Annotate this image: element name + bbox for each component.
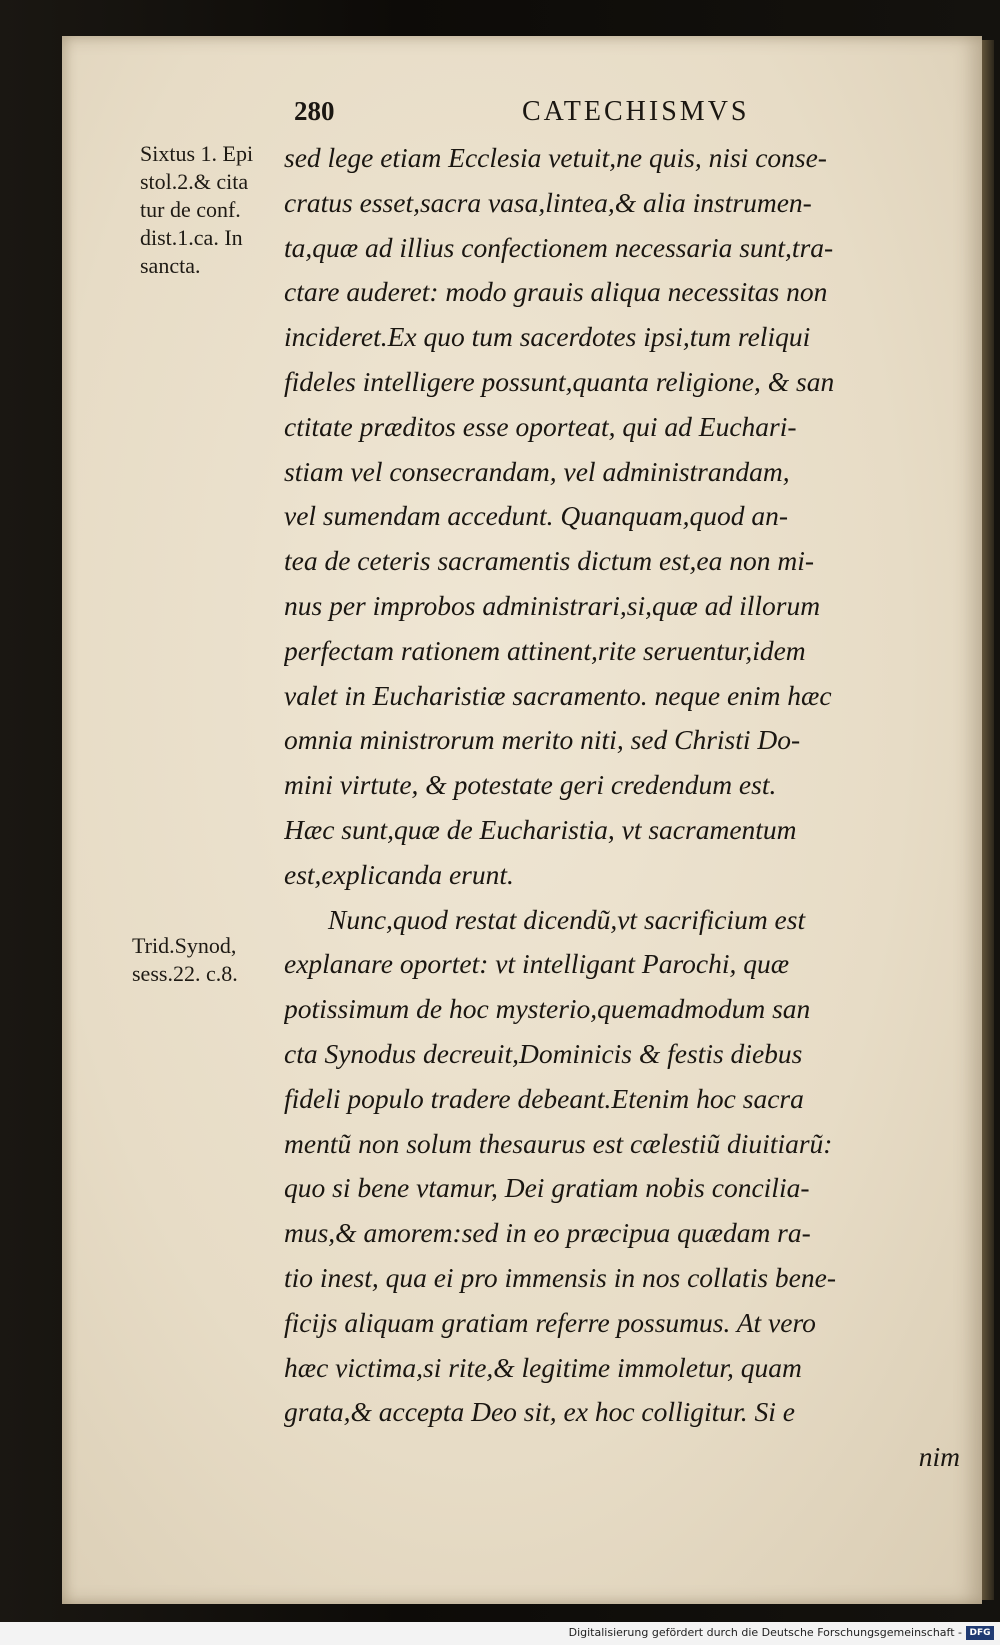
- book-page-edge: [980, 40, 994, 1600]
- text-line: est,explicanda erunt.: [284, 858, 514, 890]
- text-line: hæc victima,si rite,& legitime immoletur, quam: [284, 1351, 802, 1383]
- margin-note-trid-synod: [132, 932, 238, 988]
- catchword: nim: [918, 1441, 960, 1473]
- text-line: vel sumendam accedunt. Quanquam,quod an-: [284, 500, 789, 532]
- text-line: mini virtute, & potestate geri credendum est.: [284, 769, 777, 801]
- text-line: ctitate præditos esse oporteat, qui ad Euchari-: [284, 410, 797, 442]
- text-line: ficijs aliquam gratiam referre possumus. At vero: [284, 1306, 816, 1338]
- text-line-paragraph-start: Nunc,quod restat dicendũ,vt sacrificium est: [328, 903, 806, 935]
- digitization-footer: [0, 1622, 1000, 1645]
- text-line: cta Synodus decreuit,Dominicis & festis diebus: [284, 1037, 803, 1069]
- text-line: mentũ non solum thesaurus est cælestiũ diuitiarũ:: [284, 1127, 833, 1159]
- text-line: nus per improbos administrari,si,quæ ad illorum: [284, 589, 821, 621]
- margin-note-line: sancta.: [140, 253, 201, 278]
- footer-credit: Digitalisierung gefördert durch die Deutsche Forschungsgemeinschaft -: [568, 1626, 962, 1639]
- text-line: fideli populo tradere debeant.Etenim hoc sacra: [284, 1082, 804, 1114]
- text-line: omnia ministrorum merito niti, sed Christi Do-: [284, 724, 801, 756]
- text-line: sed lege etiam Ecclesia vetuit,ne quis, nisi conse-: [284, 142, 827, 173]
- text-line: ctare auderet: modo grauis aliqua necessitas non: [284, 276, 828, 308]
- text-line: grata,& accepta Deo sit, ex hoc colligitur. Si e: [284, 1396, 795, 1428]
- text-line: quo si bene vtamur, Dei gratiam nobis concilia-: [284, 1172, 810, 1204]
- book-page: [62, 36, 982, 1604]
- text-line: fideles intelligere possunt,quanta religione, & san: [284, 365, 835, 397]
- margin-note-line: stol.2.& cita: [140, 169, 249, 194]
- text-line: cratus esset,sacra vasa,lintea,& alia instrumen-: [284, 186, 812, 218]
- text-line: explanare oportet: vt intelligant Parochi, quæ: [284, 948, 790, 980]
- text-line: Hæc sunt,quæ de Eucharistia, vt sacramentum: [284, 813, 797, 845]
- text-line: valet in Eucharistiæ sacramento. neque enim hæc: [284, 679, 832, 711]
- text-line: stiam vel consecrandam, vel administrandam,: [284, 455, 790, 487]
- margin-note-sixtus: [140, 140, 253, 280]
- running-head: CATECHISMVS: [522, 96, 750, 127]
- text-line: potissimum de hoc mysterio,quemadmodum san: [284, 993, 811, 1025]
- text-line: incideret.Ex quo tum sacerdotes ipsi,tum reliqui: [284, 321, 811, 353]
- margin-note-line: sess.22. c.8.: [132, 961, 238, 986]
- margin-note-line: Trid.Synod,: [132, 933, 237, 958]
- text-line: mus,& amorem:sed in eo præcipua quædam ra-: [284, 1217, 811, 1249]
- margin-note-line: Sixtus 1. Epi: [140, 141, 254, 166]
- page-header: [62, 92, 982, 132]
- page-number: 280: [294, 96, 335, 126]
- body-text: [284, 136, 974, 1480]
- margin-note-line: tur de conf.: [140, 197, 241, 222]
- text-line: perfectam rationem attinent,rite seruentur,idem: [284, 634, 806, 666]
- margin-note-line: dist.1.ca. In: [140, 225, 243, 250]
- text-line: tio inest, qua ei pro immensis in nos collatis bene-: [284, 1261, 836, 1293]
- text-line: ta,quæ ad illius confectionem necessaria sunt,tra-: [284, 231, 834, 263]
- dfg-logo[interactable]: DFG: [966, 1626, 994, 1640]
- text-line: tea de ceteris sacramentis dictum est,ea non mi-: [284, 545, 815, 577]
